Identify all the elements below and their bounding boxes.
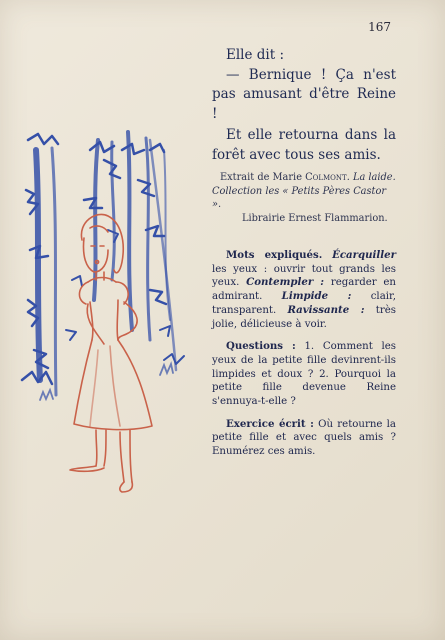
questions-text: 1. Comment les yeux de la petite fille devinrent-ils limpides et doux ? 2. Pourquoi la petite fille devenue Reine s'ennuya-t-elle ? [212,341,396,408]
mots-expliques-section [212,249,396,331]
questions-heading: Questions : [226,340,296,353]
grass-tufts [40,364,173,400]
questions-section [212,340,396,409]
source-prefix: Extrait de Marie [220,172,306,183]
story-line-1: Elle dit : [226,47,284,63]
exercice-text: Où retourne la petite fille et avec quels amis ? Enumérez ces amis. [212,418,397,458]
source-collection: Collection les « Petits Pères Castor ». [212,185,387,210]
term-limpide: Limpide : [281,290,352,303]
exercice-section [212,418,396,459]
term-ecarquiller: Écarquiller [332,249,396,261]
source-author: Colmont. [305,172,350,183]
def-contempler: regarder en admirant. [212,277,396,303]
page-number: 167 [368,20,391,34]
story-line-3: Et elle retourna dans la forêt avec tous ses amis. [212,127,396,163]
source-book: La laide. [352,172,396,183]
forest-trees [22,132,184,395]
source-citation [212,171,396,225]
text-column [212,46,396,459]
def-ecarquiller: les yeux : ouvrir tout grands les yeux. [212,263,396,289]
exercice-heading: Exercice écrit : [226,417,314,430]
mots-heading: Mots expliqués. [226,249,323,261]
source-publisher: Librairie Ernest Flammarion. [242,212,388,224]
def-limpide: clair, transparent. [212,291,397,316]
story-line-2: — Bernique ! Ça n'est pas amusant d'être Reine ! [212,66,396,122]
def-ravissante: très jolie, délicieuse à voir. [212,304,396,330]
term-ravissante: Ravissante : [287,303,365,316]
girl-figure [70,214,152,492]
term-contempler: Contempler : [246,276,325,289]
